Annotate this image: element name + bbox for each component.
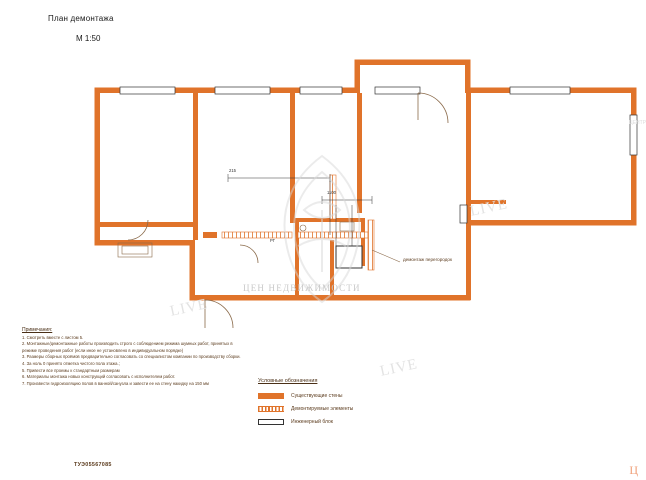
dimension-215: 215 — [229, 168, 236, 173]
watermark-diagonal-text: LIVE — [378, 356, 420, 380]
drawing-scale: М 1:50 — [76, 34, 101, 43]
notes-heading: Примечания: — [22, 327, 53, 333]
note-item: 3. Размеры сборных проёмов предварительно согласовать со специалистом компании по производству сборки. — [22, 354, 241, 360]
callout-demolish-partitions: демонтаж перегородок — [403, 257, 452, 262]
callout-leader — [372, 250, 400, 262]
watermark-corner-mark: Ц — [629, 463, 638, 477]
fixtures — [118, 222, 354, 257]
watermark-brand-text: ЦЕН НЕДВИЖИМОСТИ — [243, 283, 361, 293]
dimension-1100: 1100 — [327, 190, 337, 195]
note-item: 1. Смотреть вместе с листом 5. — [22, 334, 84, 340]
watermark-diagonal-text: LIVE — [168, 296, 210, 320]
engineering-block-swatch-icon — [258, 419, 284, 425]
existing-wall-swatch-icon — [258, 393, 284, 399]
note-item: 7. Произвести гидроизоляцию полов в ванной/санузла и завести ее на стену накидку на 150 мм — [22, 380, 209, 386]
legend-block — [258, 378, 448, 428]
note-item: 6. Материалы монтажа новых конструкций согласовать с исполнителем работ. — [22, 374, 176, 380]
watermark-right-strip: ЦЕНТР — [629, 120, 646, 126]
legend-title: Условные обозначения — [258, 378, 318, 384]
legend-item-label: Демонтируемые элементы — [291, 405, 354, 412]
notes-block — [22, 327, 247, 387]
note-item: 5. Привести все проемы к стандартным размерам — [22, 367, 120, 373]
dimension-rg: РГ — [270, 238, 276, 243]
watermark-diagonal-text: LIVE — [468, 196, 510, 220]
legend-item-existing-wall — [258, 389, 448, 402]
page-title: План демонтажа — [48, 14, 114, 23]
note-item: 2. Монтажные/демонтажные работы производить строго с соблюдением режима шумных работ, принятых в режиме проведения работ (если иное не установлено в индивидуальном порядке) — [22, 341, 233, 353]
legend-item-demolished-element — [258, 402, 448, 415]
legend-item-label: Инженерный блок — [291, 418, 333, 425]
note-item: 4. За ноль 0 принято отметка чистого пола этажа.; — [22, 360, 120, 366]
legend-item-label: Существующие стены — [291, 392, 343, 399]
document-code: ТУЭ05567085 — [74, 462, 112, 468]
legend-item-engineering-block — [258, 415, 448, 428]
demolished-element-swatch-icon — [258, 406, 284, 412]
